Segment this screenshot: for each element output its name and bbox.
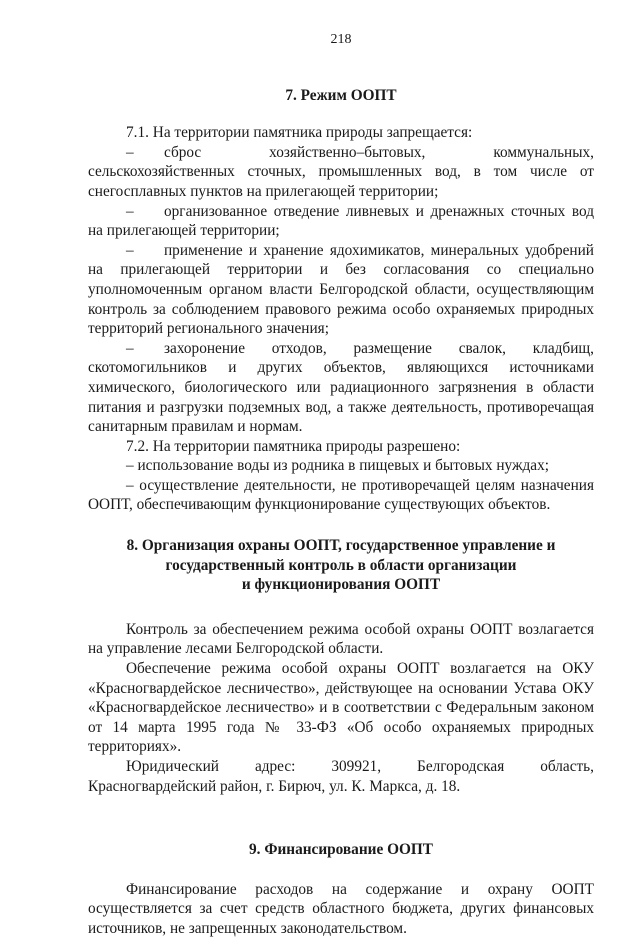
list-dash: –	[126, 241, 134, 259]
section-8-address: Юридический адрес: 309921, Белгородская область, Красногвардейский район, г. Бирюч, ул. К. Маркса, д. 18.	[88, 758, 594, 795]
section-8-title	[88, 536, 594, 595]
page-number: 218	[330, 32, 352, 47]
section-8-title-line: 8. Организация охраны ООПТ, государственное управление и	[126, 537, 556, 555]
section-8-paragraph: Обеспечение режима особой охраны ООПТ возлагается на ОКУ «Красногвардейское лесничество», действующее на основании Устава ОКУ «Красногвардейское лесничество» и в соответствии с Федеральным законом от 14 марта 1995 года № 33-ФЗ «Об особо охраняемых природных территориях».	[88, 660, 594, 756]
section-7	[88, 86, 594, 515]
section-9	[88, 840, 594, 938]
prohibited-item	[88, 241, 594, 339]
allowed-item: – осуществление деятельности, не противоречащей целям назначения ООПТ, обеспечивающим функционирование существующих объектов.	[88, 476, 594, 514]
document-page	[88, 30, 594, 939]
allowed-item: – использование воды из родника в пищевых и бытовых нуждах;	[126, 457, 549, 475]
prohibited-item-text: сброс хозяйственно–бытовых, коммунальных, сельскохозяйственных сточных, промышленных вод, в том числе от снегосплавных пунктов на прилегающей территории;	[88, 143, 594, 200]
section-7-2-intro: 7.2. На территории памятника природы разрешено:	[126, 437, 461, 455]
prohibited-item-text: организованное отведение ливневых и дренажных сточных вод на прилегающей территории;	[88, 202, 594, 240]
section-8	[88, 536, 594, 796]
list-dash: –	[126, 339, 134, 357]
section-7-title: 7. Режим ООПТ	[285, 86, 397, 104]
prohibited-item	[88, 143, 594, 202]
prohibited-item-text: применение и хранение ядохимикатов, минеральных удобрений на прилегающей территории и без согласования со специально уполномоченным органом власти Белгородской области, осуществляющим контроль за соблюдением правового режима особо охраняемых природных территорий регионального значения;	[88, 241, 594, 338]
section-8-paragraph: Контроль за обеспечением режима особой охраны ООПТ возлагается на управление лесами Белгородской области.	[88, 620, 594, 658]
section-7-1-intro: 7.1. На территории памятника природы запрещается:	[126, 124, 473, 142]
section-9-paragraph: Финансирование расходов на содержание и охрану ООПТ осуществляется за счет средств областного бюджета, других финансовых источников, не запрещенных законодательством.	[88, 880, 594, 937]
section-8-title-line: и функционирования ООПТ	[241, 576, 441, 594]
section-9-title: 9. Финансирование ООПТ	[249, 841, 433, 859]
prohibited-item	[88, 339, 594, 437]
prohibited-item-text: захоронение отходов, размещение свалок, кладбищ, скотомогильников и других объектов, являющихся источниками химического, биологического или радиационного загрязнения в области питания и разгрузки подземных вод, а также деятельность, противоречащая санитарным правилам и нормам.	[88, 339, 594, 436]
prohibited-item	[88, 202, 594, 241]
section-8-title-line: государственный контроль в области организации	[165, 556, 517, 574]
list-dash: –	[126, 143, 134, 161]
list-dash: –	[126, 202, 134, 220]
